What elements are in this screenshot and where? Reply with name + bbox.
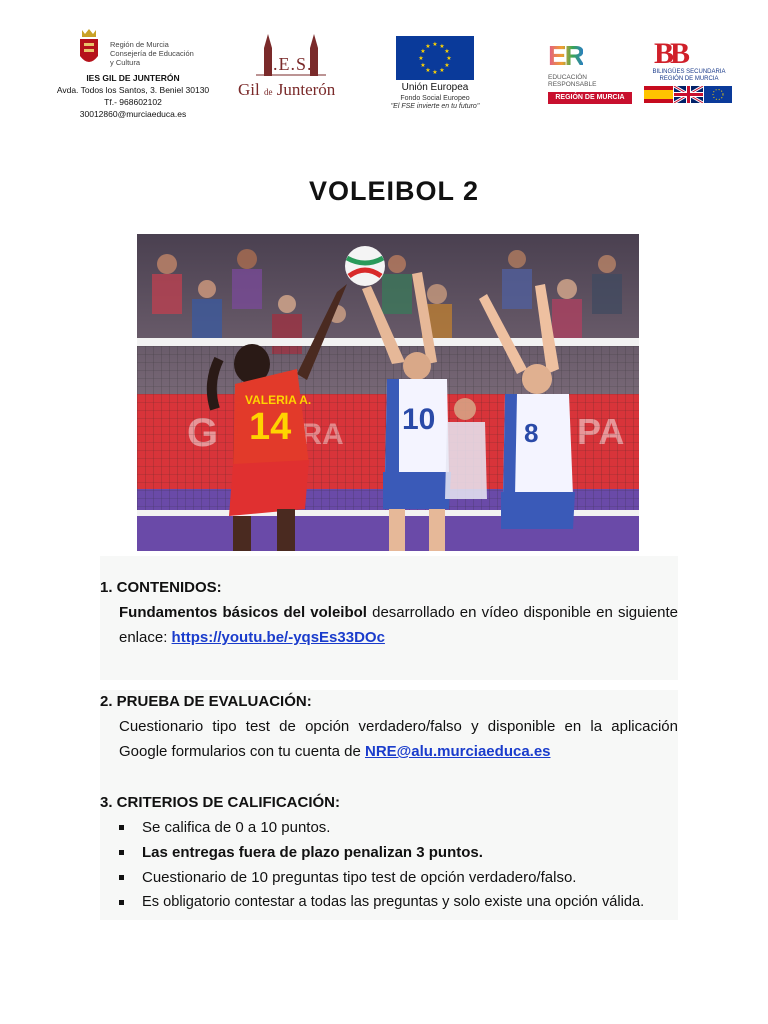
svg-text:★: ★ [425,43,431,50]
school-address-block [48,72,218,120]
svg-text:★: ★ [439,43,445,50]
document-header [0,0,768,130]
er-mark-text: ER [548,40,583,71]
svg-text:★: ★ [418,55,424,62]
eu-motto: "El FSE invierte en tu futuro" [390,103,480,110]
svg-text:★: ★ [444,48,450,55]
er-mark [548,40,583,72]
svg-text:★: ★ [444,62,450,69]
jersey-number-10: 10 [402,403,436,436]
svg-text:★: ★ [439,67,445,74]
contenidos-bold-intro: Fundamentos básicos del voleibol [119,604,367,621]
region-department: Consejería de Educación [110,49,194,58]
ies-gil-de-junteron-logo [236,32,346,107]
school-name: IES GIL DE JUNTERÓN [86,73,180,83]
school-phone: Tf.- 968602102 [104,97,162,107]
section-contenidos [100,575,678,650]
er-subtitle [548,74,596,88]
er-region-band: REGIÓN DE MURCIA [548,92,632,104]
list-item: Se califica de 0 a 10 puntos. [119,815,678,840]
jersey-number-14: 14 [249,406,292,448]
eu-subtitle-block [376,95,494,111]
region-name: Región de Murcia [110,40,169,49]
ies-name-part3: Junterón [276,80,336,99]
school-street: Avda. Todos los Santos, 3. Beniel 30130 [56,85,210,95]
educacion-responsable-logo [548,40,632,105]
svg-text:★: ★ [425,67,431,74]
school-email: 30012860@murciaeduca.es [79,109,187,119]
flags-icon [644,86,732,103]
section-heading-contenidos: 1. CONTENIDOS: [100,579,222,596]
svg-text:★: ★ [432,41,438,48]
ies-name [238,80,335,100]
prueba-text: Cuestionario tipo test de opción verdadero/falso y disponible en la aplicación Google formularios con tu cuenta de [119,718,678,760]
jersey-name: VALERIA A. [245,393,312,407]
section-prueba-evaluacion [100,689,678,764]
list-item: Cuestionario de 10 preguntas tipo test de opción verdadero/falso. [119,865,678,890]
svg-text:★: ★ [420,62,426,69]
section-heading-criterios: 3. CRITERIOS DE CALIFICACIÓN: [100,794,341,811]
prueba-body [100,714,678,764]
eu-title: Unión Europea [401,82,469,93]
volleyball-scene-image [137,234,639,551]
contenidos-body [100,600,678,650]
jersey-number-8: 8 [524,418,539,448]
email-account-link[interactable]: NRE@alu.murciaeduca.es [364,743,551,760]
union-europea-logo [376,36,494,116]
volleyball-photo [137,234,639,551]
ies-name-part1: Gil [238,80,260,99]
ies-title: I.E.S. [266,54,313,74]
contenidos-text: desarrollado en vídeo disponible en siguiente enlace: [119,604,679,646]
svg-text:★: ★ [432,69,438,76]
ies-name-part2: de [263,87,273,97]
region-text [110,40,194,67]
bb-sub2: REGIÓN DE MURCIA [659,76,719,82]
er-sub2: RESPONSABLE [548,81,597,88]
section-heading-prueba: 2. PRUEBA DE EVALUACIÓN: [100,693,312,710]
er-sub1: EDUCACIÓN [548,74,588,81]
region-shield-icon [78,28,100,68]
bb-subtitle [644,69,734,83]
eu-subtitle: Fondo Social Europeo [400,95,470,102]
section-criterios [100,790,678,915]
page-title: VOLEIBOL 2 [308,176,480,206]
eu-flag-icon [396,36,474,80]
region-department-line2: y Cultura [110,58,141,67]
bilingues-logo [644,37,734,106]
bb-mark: BB [654,37,687,70]
svg-text:★: ★ [420,48,426,55]
list-item: Es obligatorio contestar a todas las preguntas y solo existe una opción válida. [119,890,678,915]
bb-sub1: BILINGÜES SECUNDARIA [652,69,726,75]
criterios-list [100,815,678,915]
youtube-video-link[interactable]: https://youtu.be/-yqsEs33DOc [171,629,385,646]
volleyball-ball [345,246,385,286]
svg-text:★: ★ [446,55,452,62]
list-item: Las entregas fuera de plazo penalizan 3 puntos. [119,840,678,865]
